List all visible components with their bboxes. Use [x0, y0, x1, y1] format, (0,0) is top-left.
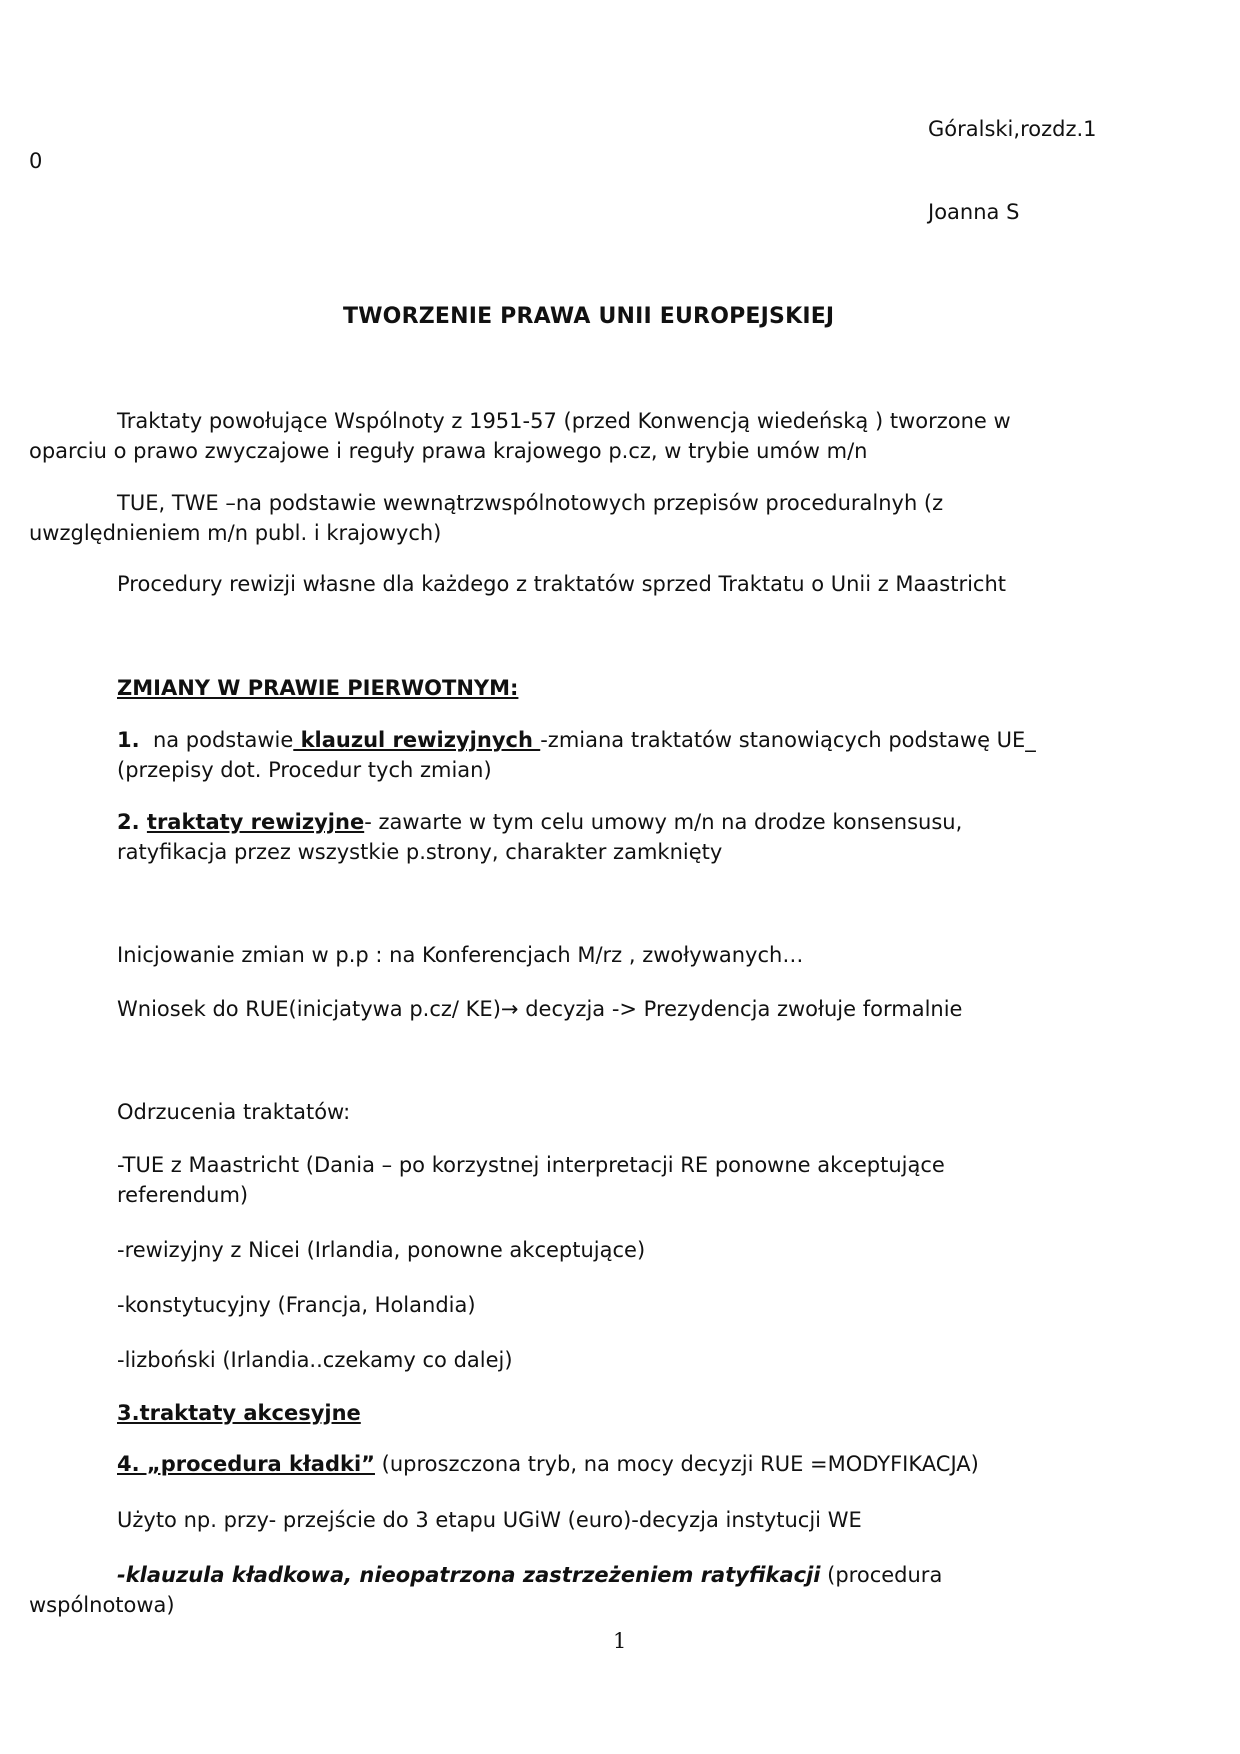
rejections-heading: Odrzucenia traktatów:: [117, 1100, 351, 1124]
rejection-item-1: [117, 1150, 945, 1210]
list-item-3: 3.traktaty akcesyjne: [117, 1401, 361, 1425]
section-heading: ZMIANY W PRAWIE PIERWOTNYM:: [117, 676, 519, 700]
list-item-2-line-1: [117, 807, 962, 837]
header-left-mark: 0: [29, 149, 43, 173]
list-item-4-post: (uproszczona tryb, na mocy decyzji RUE =MODYFIKACJA): [374, 1452, 979, 1476]
list-item-1-line-2: (przepisy dot. Procedur tych zmian): [117, 758, 492, 782]
intro-line-4: uwzględnieniem m/n publ. i krajowych): [29, 521, 442, 545]
list-item-2-term: traktaty rewizyjne: [146, 810, 365, 834]
clause-paragraph: [29, 1560, 942, 1620]
intro-line-2: oparciu o prawo zwyczajowe i reguły prawa krajowego p.cz, w trybie umów m/n: [29, 439, 868, 463]
clause-term: -klauzula kładkowa, nieopatrzona zastrzeżeniem ratyfikacji: [117, 1563, 821, 1587]
intro-paragraph-1: [29, 406, 1011, 466]
list-item-1-number: 1.: [117, 728, 140, 752]
list-item-2-post: - zawarte w tym celu umowy m/n na drodze konsensusu,: [364, 810, 963, 834]
list-item-2-number: 2.: [117, 810, 147, 834]
init-line-1: Inicjowanie zmian w p.p : na Konferencjach M/rz , zwoływanych…: [117, 943, 804, 967]
list-item-1-post: -zmiana traktatów stanowiących podstawę UE_: [540, 728, 1036, 752]
init-line-2-b: decyzja -> Prezydencja zwołuje formalnie: [518, 997, 963, 1021]
rejection-item-1-line-2: referendum): [117, 1183, 249, 1207]
list-item-1: [117, 725, 1036, 785]
rejection-item-3: -konstytucyjny (Francja, Holandia): [117, 1293, 476, 1317]
page-number: 1: [613, 1629, 627, 1653]
list-item-2-line-2: ratyfikacja przez wszystkie p.strony, charakter zamknięty: [117, 840, 723, 864]
list-item-4-term: 4. „procedura kładki”: [117, 1452, 375, 1476]
clause-line-2: wspólnotowa): [29, 1593, 175, 1617]
intro-line-3: TUE, TWE –na podstawie wewnątrzwspólnotowych przepisów proceduralnyh (z: [117, 491, 944, 515]
header-author-ref: Góralski,rozdz.1: [928, 117, 1097, 141]
rejection-item-4: -lizboński (Irlandia..czekamy co dalej): [117, 1348, 513, 1372]
init-line-2-a: Wniosek do RUE(inicjatywa p.cz/ KE): [117, 997, 501, 1021]
usage-note: Użyto np. przy- przejście do 3 etapu UGiW (euro)-decyzja instytucji WE: [117, 1508, 862, 1532]
page-title: TWORZENIE PRAWA UNII EUROPEJSKIEJ: [343, 304, 835, 329]
clause-post: (procedura: [820, 1563, 943, 1587]
list-item-2: [117, 807, 962, 867]
intro-paragraph-2: [29, 488, 943, 548]
list-item-1-pre: na podstawie: [139, 728, 294, 752]
rejection-item-1-line-1: -TUE z Maastricht (Dania – po korzystnej interpretacji RE ponowne akceptujące: [117, 1153, 945, 1177]
arrow-right-icon: →: [500, 997, 519, 1021]
clause-line-1: [29, 1560, 942, 1590]
list-item-4: [117, 1452, 979, 1476]
list-item-1-line-1: [117, 725, 1036, 755]
list-item-1-term: klauzul rewizyjnych: [293, 728, 541, 752]
init-line-2: [117, 997, 962, 1021]
rejection-item-2: -rewizyjny z Nicei (Irlandia, ponowne akceptujące): [117, 1238, 646, 1262]
intro-line-1: Traktaty powołujące Wspólnoty z 1951-57 (przed Konwencją wiedeńską ) tworzone w: [117, 409, 1011, 433]
intro-paragraph-3: Procedury rewizji własne dla każdego z traktatów sprzed Traktatu o Unii z Maastricht: [117, 572, 1007, 596]
header-name: Joanna S: [928, 200, 1020, 224]
